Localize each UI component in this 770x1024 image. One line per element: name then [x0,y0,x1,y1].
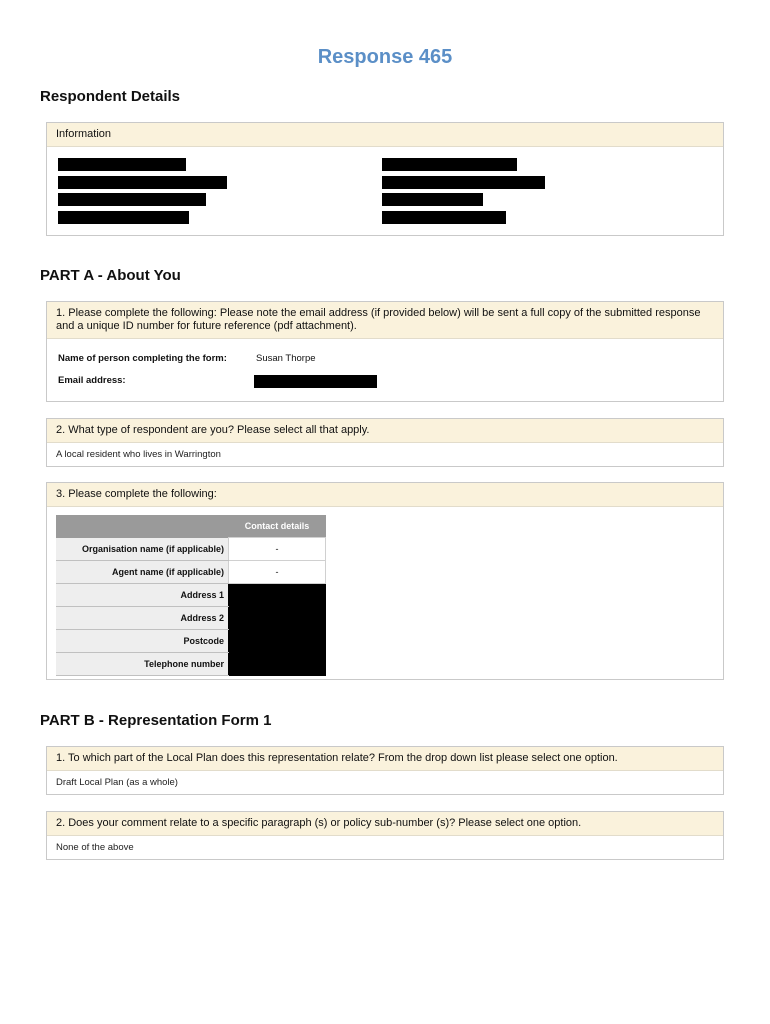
row-label: Postcode [56,630,229,653]
row-value-redacted [229,630,326,653]
row-label: Address 1 [56,584,229,607]
row-value-redacted [229,584,326,607]
redacted-block [58,193,206,206]
question-box [46,301,724,402]
name-label: Name of person completing the form: [58,353,227,364]
redacted-block [58,211,189,224]
name-field-row [58,353,708,367]
respondent-details-heading: Respondent Details [40,88,181,105]
row-value: - [229,538,326,561]
row-label: Agent name (if applicable) [56,561,229,584]
redacted-block [382,193,483,206]
answer-text: A local resident who lives in Warrington [56,449,221,460]
row-value: - [229,561,326,584]
answer-text: Draft Local Plan (as a whole) [56,777,178,788]
question-text: 3. Please complete the following: [47,483,723,507]
information-box [46,122,724,236]
question-text: 1. To which part of the Local Plan does this representation relate? From the drop down list please select one option. [47,747,723,771]
table-row [56,630,326,653]
information-header: Information [47,123,723,147]
row-label: Address 2 [56,607,229,630]
table-column-header: Contact details [229,515,326,538]
redacted-block [382,211,506,224]
question-box [46,746,724,795]
table-row [56,607,326,630]
question-text: 2. What type of respondent are you? Please select all that apply. [47,419,723,443]
question-box [46,418,724,467]
table-header-row [56,515,326,538]
contact-details-table [56,515,326,676]
row-label: Organisation name (if applicable) [56,538,229,561]
row-label: Telephone number [56,653,229,676]
question-text: 1. Please complete the following: Please note the email address (if provided below) will be sent a full copy of the submitted response and a unique ID number for future reference (pdf attachment). [47,302,723,339]
table-row [56,653,326,676]
row-value-redacted [229,653,326,676]
table-row [56,561,326,584]
redacted-block [382,176,545,189]
answer-text: None of the above [56,842,134,853]
redacted-block [58,158,186,171]
page-title: Response 465 [317,46,453,68]
redacted-block [58,176,227,189]
question-box [46,482,724,680]
table-header-blank [56,515,229,538]
question-text: 2. Does your comment relate to a specific paragraph (s) or policy sub-number (s)? Please select one option. [47,812,723,836]
table-row [56,538,326,561]
redacted-block [382,158,517,171]
email-field-row [58,375,708,389]
redacted-email [254,375,377,388]
table-row [56,584,326,607]
email-label: Email address: [58,375,126,386]
part-a-heading: PART A - About You [40,267,181,284]
part-b-heading: PART B - Representation Form 1 [40,712,272,729]
name-value: Susan Thorpe [256,353,316,364]
row-value-redacted [229,607,326,630]
question-box [46,811,724,860]
